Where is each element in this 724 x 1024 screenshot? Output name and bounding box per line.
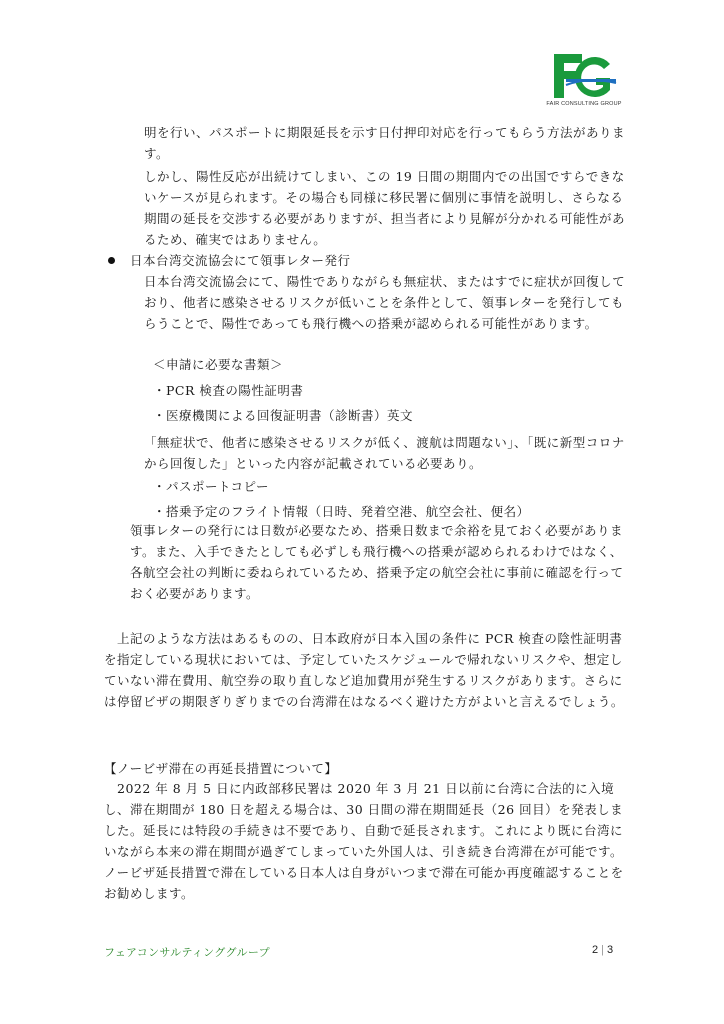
page-number <box>592 944 613 956</box>
logo-caption: FAIR CONSULTING GROUP <box>546 101 622 107</box>
paragraph-6: 2022 年 8 月 5 日に内政部移民署は 2020 年 3 月 21 日以前に台湾に合法的に入境し、滞在期間が 180 日を超える場合は、30 日間の滞在期間延長（26 回目）を発表しました。延長には特段の手続きは不要であり、自動で延長されます。これにより既に台湾にいながら本来の滞在期間が過ぎてしまっていた外国人は、引き続き台湾滞在が可能です。ノービザ延長措置で滞在している日本人は自身がいつまで滞在可能か再度確認することをお勧めします。 <box>104 781 624 901</box>
paragraph-4: 領事レターの発行には日数が必要なため、搭乗日数まで余裕を見ておく必要があります。また、入手できたとしても必ずしも飛行機への搭乗が認められるわけではなく、各航空会社の判断に委ねられているため、搭乗予定の航空会社に事前に確認を行っておく必要があります。 <box>130 523 624 601</box>
page-current: 2 <box>592 944 599 956</box>
document-item-recovery: ・医療機関による回復証明書（診断書）英文 <box>153 408 414 423</box>
document-item-flight: ・搭乗予定のフライト情報（日時、発着空港、航空会社、便名） <box>153 504 530 519</box>
footer-company-name: フェアコンサルティンググループ <box>104 946 270 959</box>
paragraph-1: 明を行い、パスポートに期限延長を示す日付押印対応を行ってもらう方法があります。 <box>144 125 626 161</box>
paragraph-2: しかし、陽性反応が出続けてしまい、この 19 日間の期間内での出国ですらできないケースが見られます。その場合も同様に移民署に個別に事情を説明し、さらなる期間の延長を交渉する必要がありますが、担当者により見解が分かれる可能性があるため、確実ではありません。 <box>144 169 626 247</box>
documents-heading: ＜申請に必要な書類＞ <box>153 357 284 372</box>
quote-note: 「無症状で、他者に感染させるリスクが低く、渡航は問題ない」、「既に新型コロナから回復した」といった内容が記載されている必要あり。 <box>144 435 625 471</box>
document-item-passport: ・パスポートコピー <box>153 479 270 494</box>
bullet-title: 日本台湾交流協会にて領事レター発行 <box>130 253 351 268</box>
paragraph-3: 日本台湾交流協会にて、陽性でありながらも無症状、またはすでに症状が回復しており、他者に感染させるリスクが低いことを条件として、領事レターを発行してもらうことで、陽性であっても飛行機への搭乗が認められる可能性があります。 <box>144 274 626 331</box>
company-logo <box>548 50 620 108</box>
document-item-pcr: ・PCR 検査の陽性証明書 <box>153 383 304 398</box>
page-separator: | <box>601 944 604 956</box>
paragraph-5: 上記のような方法はあるものの、日本政府が日本入国の条件に PCR 検査の陰性証明書を指定している現状においては、予定していたスケジュールで帰れないリスクや、想定していない滞在費用、航空券の取り直しなど追加費用が発生するリスクがあります。さらには停留ビザの期限ぎりぎりまでの台湾滞在はなるべく避けた方がよいと言えるでしょう。 <box>104 631 624 709</box>
section-heading: 【ノービザ滞在の再延長措置について】 <box>104 761 338 776</box>
page-total: 3 <box>606 944 614 956</box>
bullet-icon <box>108 257 115 264</box>
